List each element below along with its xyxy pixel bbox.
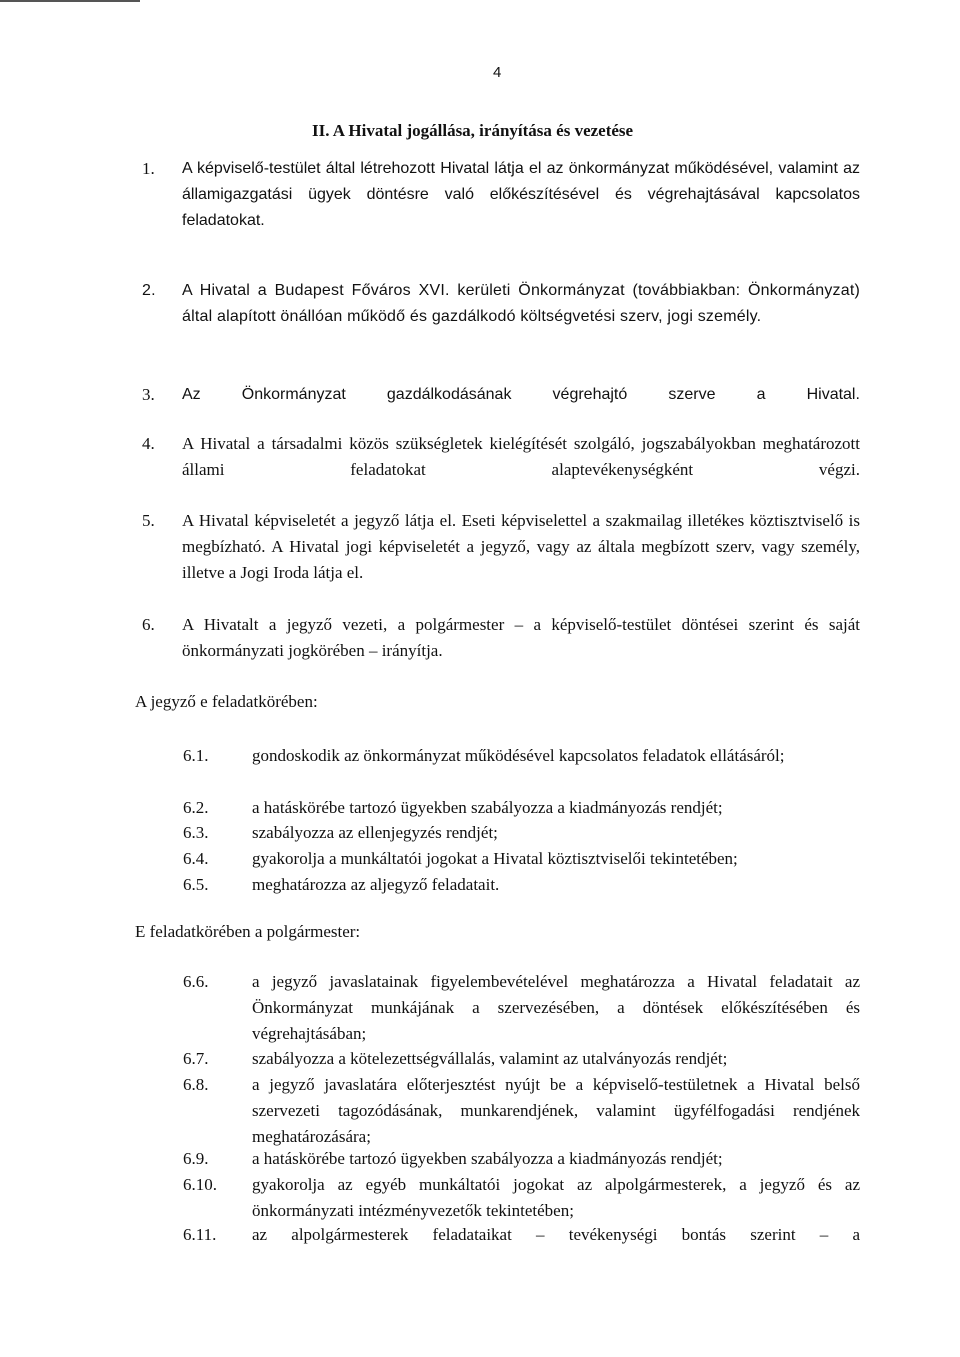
list-item: [183, 1072, 860, 1150]
item-number: 6.1.: [183, 746, 209, 765]
item-text: gondoskodik az önkormányzat működésével kapcsolatos feladatok ellátásáról;: [252, 746, 785, 765]
list-item: [183, 795, 860, 821]
item-number: 6.4.: [183, 849, 209, 868]
paragraph-text: A Hivatal képviseletét a jegyző látja el. Eseti képviselettel a szakmailag illetékes köztisztviselő is megbízható. A Hivatal jogi képviseletét a jegyző, vagy az általa megbízott szerv, vagy személy, illetve a Jogi Iroda látja el.: [182, 511, 860, 582]
page-number: 4: [493, 64, 502, 81]
paragraph-6: [142, 612, 860, 664]
item-number: 6.9.: [183, 1149, 209, 1168]
paragraph-4: [142, 431, 860, 483]
item-text: az alpolgármesterek feladataikat – tevékenységi bontás szerint – a: [252, 1225, 860, 1244]
list-item: [183, 846, 860, 872]
list-item: [183, 820, 860, 846]
paragraph-number: 2.: [142, 282, 156, 299]
word: gazdálkodásának: [386, 386, 512, 403]
paragraph-text: A Hivatal a társadalmi közös szükségletek kielégítését szolgáló, jogszabályokban meghatározott állami feladatokat alaptevékenységként végzi.: [182, 434, 860, 479]
paragraph-2: [142, 278, 860, 330]
word: Önkormányzat: [241, 386, 346, 403]
word: szerve: [668, 386, 716, 403]
item-text: gyakorolja az egyéb munkáltatói jogokat az alpolgármesterek, a jegyző és az önkormányzati intézményvezetők tekintetében;: [252, 1175, 860, 1220]
scan-edge-line: [0, 0, 140, 2]
item-text: a hatáskörébe tartozó ügyekben szabályozza a kiadmányozás rendjét;: [252, 1149, 723, 1168]
item-number: 6.2.: [183, 798, 209, 817]
paragraph-text: A Hivatal a Budapest Főváros XVI. kerületi Önkormányzat (továbbiakban: Önkormányzat) által alapított önállóan működő és gazdálkodó költségvetési szerv, jogi személy.: [182, 282, 860, 325]
item-number: 6.6.: [183, 972, 209, 991]
paragraph-number: 5.: [142, 511, 155, 530]
list-item: [183, 872, 860, 898]
list-item: [183, 743, 860, 769]
word: a: [756, 386, 766, 403]
section-title: II. A Hivatal jogállása, irányítása és vezetése: [312, 121, 634, 140]
list-item: [183, 1222, 860, 1248]
word: végrehajtó: [552, 386, 628, 403]
item-number: 6.10.: [183, 1175, 217, 1194]
list-item: [183, 1172, 860, 1224]
polgarmester-heading: E feladatkörében a polgármester:: [135, 922, 361, 941]
paragraph-text: A Hivatalt a jegyző vezeti, a polgármester – a képviselő-testület döntései szerint és saját önkormányzati jogkörében – irányítja.: [182, 615, 860, 660]
word: Az: [182, 386, 201, 403]
item-number: 6.7.: [183, 1049, 209, 1068]
paragraph-5: [142, 508, 860, 586]
word: Hivatal.: [806, 386, 860, 403]
item-number: 6.8.: [183, 1075, 209, 1094]
item-text: a jegyző javaslatára előterjesztést nyújt be a képviselő-testületnek a Hivatal belső szervezeti tagozódásának, munkarendjének, valamint ügyfélfogadási rendjének meghatározására;: [252, 1075, 860, 1146]
list-item: [183, 1046, 860, 1072]
paragraph-text: A képviselő-testület által létrehozott Hivatal látja el az önkormányzat működésével, valamint az államigazgatási ügyek döntésre való előkészítésével és végrehajtásával kapcsolatos feladatokat.: [182, 160, 860, 229]
paragraph-number: 6.: [142, 615, 155, 634]
list-item: [183, 969, 860, 1047]
jegyzo-heading: A jegyző e feladatkörében:: [135, 692, 318, 711]
item-text: szabályozza a kötelezettségvállalás, valamint az utalványozás rendjét;: [252, 1049, 728, 1068]
item-text: szabályozza az ellenjegyzés rendjét;: [252, 823, 498, 842]
paragraph-number: 3.: [142, 385, 155, 404]
item-number: 6.5.: [183, 875, 209, 894]
item-number: 6.3.: [183, 823, 209, 842]
paragraph-3: [142, 382, 860, 408]
paragraph-number: 1.: [142, 159, 155, 178]
paragraph-number: 4.: [142, 434, 155, 453]
item-text: meghatározza az aljegyző feladatait.: [252, 875, 500, 894]
item-text: a hatáskörébe tartozó ügyekben szabályozza a kiadmányozás rendjét;: [252, 798, 723, 817]
paragraph-text: [182, 382, 860, 408]
list-item: [183, 1146, 860, 1172]
item-text: a jegyző javaslatainak figyelembevételével meghatározza a Hivatal feladatait az Önkormányzat munkájának a szervezésében, a döntések előkészítésében és végrehajtásában;: [252, 972, 860, 1043]
item-number: 6.11.: [183, 1225, 217, 1244]
item-text: gyakorolja a munkáltatói jogokat a Hivatal köztisztviselői tekintetében;: [252, 849, 738, 868]
paragraph-1: [142, 156, 860, 234]
